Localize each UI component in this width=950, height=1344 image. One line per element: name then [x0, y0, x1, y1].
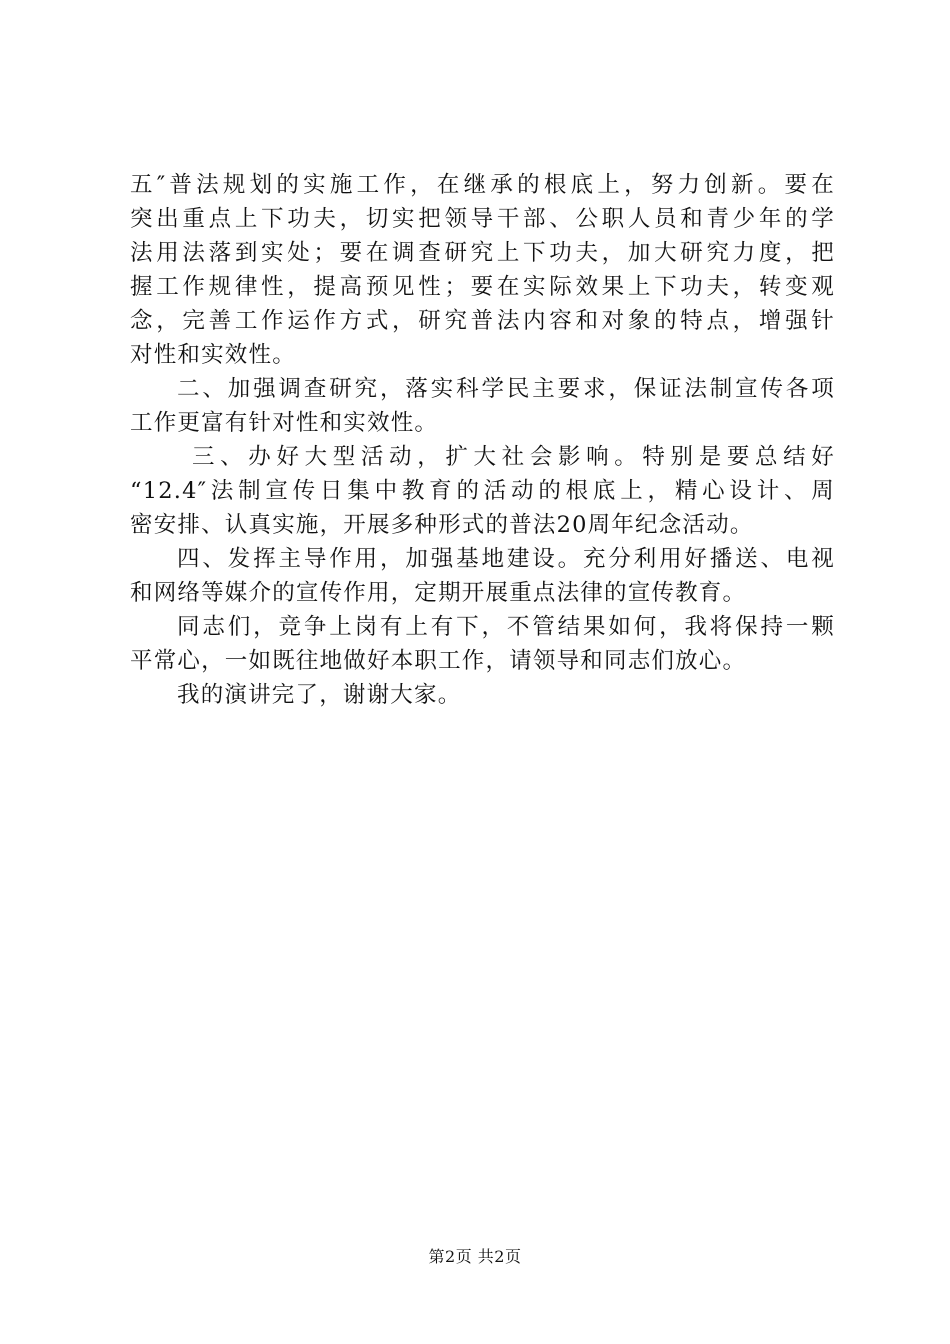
text-line: 突出重点上下功夫，切实把领导干部、公职人员和青少年的学	[130, 206, 835, 232]
paragraph-start-line: 我的演讲完了，谢谢大家。	[177, 682, 462, 708]
paragraph-start-line: 同志们，竞争上岗有上有下，不管结果如何，我将保持一颗	[177, 614, 835, 640]
text-line: 平常心，一如既往地做好本职工作，请领导和同志们放心。	[130, 648, 747, 674]
text-line: 五″普法规划的实施工作，在继承的根底上，努力创新。要在	[130, 172, 835, 198]
page-footer: 第2页 共2页	[428, 1247, 522, 1266]
text-line: 法用法落到实处；要在调查研究上下功夫，加大研究力度，把	[130, 240, 835, 266]
text-line: 和网络等媒介的宣传作用，定期开展重点法律的宣传教育。	[130, 580, 747, 606]
text-line: “12.4″法制宣传日集中教育的活动的根底上，精心设计、周	[130, 478, 835, 504]
document-body	[130, 168, 835, 712]
paragraph-start-line: 四、发挥主导作用，加强基地建设。充分利用好播送、电视	[177, 546, 835, 572]
text-line: 工作更富有针对性和实效性。	[130, 410, 439, 436]
paragraph-start-line: 三、办好大型活动，扩大社会影响。特别是要总结好	[192, 444, 835, 470]
text-line: 密安排、认真实施，开展多种形式的普法20周年纪念活动。	[130, 512, 754, 538]
paragraph-start-line: 二、加强调查研究，落实科学民主要求，保证法制宣传各项	[177, 376, 835, 402]
text-line: 念，完善工作运作方式，研究普法内容和对象的特点，增强针	[130, 308, 835, 334]
text-line: 对性和实效性。	[130, 342, 296, 368]
text-line: 握工作规律性，提高预见性；要在实际效果上下功夫，转变观	[130, 274, 835, 300]
